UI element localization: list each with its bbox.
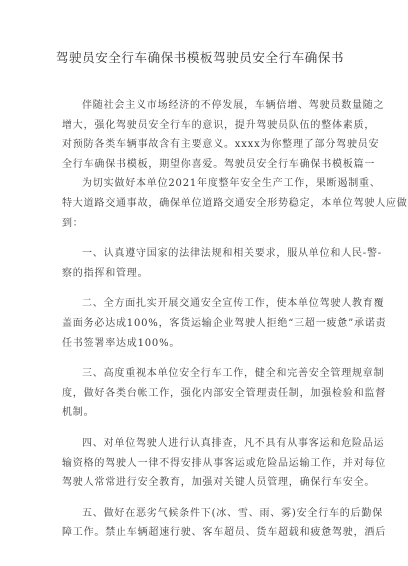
- paragraph-4: [62, 294, 387, 353]
- document-title: 驾驶员安全行车确保书模板驾驶员安全行车确保书: [55, 50, 345, 65]
- paragraph-line: 增大，强化驾驶员安全行车的意识，提升驾驶员队伍的整体素质，: [62, 119, 376, 131]
- paragraph-line: 度，做好各类台帐工作，强化内部安全管理责任制，加强检验和监督: [62, 387, 386, 399]
- paragraph-line: 全行车确保书模板，期望你喜爱。驾驶员安全行车确保书模板篇一: [62, 158, 376, 170]
- paragraph-line: 特大道路交通事故，确保单位道路交通安全形势稳定，本单位驾驶人应做: [62, 197, 408, 209]
- paragraph-line: 伴随社会主义市场经济的不停发展，车辆倍增、驾驶员数量随之: [82, 100, 385, 111]
- paragraph-line: 输资格的驾驶人一律不得安排从事客运或危险品运输工作，并对每位: [62, 457, 386, 469]
- paragraph-6: [62, 434, 386, 493]
- paragraph-line: 四、对单位驾驶人进行认真排查，凡不具有从事客运和危险品运: [82, 437, 385, 449]
- paragraph-line: 到：: [62, 217, 84, 229]
- paragraph-line: 五、做好在恶劣气候条件下(冰、雪、雨、雾)安全行车的后勤保: [82, 507, 384, 519]
- paragraph-line: 机制。: [62, 407, 95, 419]
- paragraph-line: 二、全方面扎实开展交通安全宣传工作，使本单位驾驶人教育覆: [82, 298, 385, 310]
- paragraph-line: 三、高度重视本单位安全行车工作，健全和完善安全管理规章制: [82, 368, 385, 380]
- paragraph-2: [62, 174, 408, 233]
- paragraph-line: 盖面务必达成100%，客货运输企业驾驶人拒绝“三超一疲惫”承诺责: [62, 317, 387, 329]
- paragraph-line: 察的指挥和管理。: [62, 267, 149, 279]
- paragraph-line: 障工作。禁止车辆超速行驶、客车超员、货车超载和疲惫驾驶，酒后: [62, 527, 386, 539]
- paragraph-7: [62, 504, 386, 543]
- paragraph-line: 对预防各类车辆事故含有主要意义。xxxx为你整理了部分驾驶员安: [62, 139, 380, 151]
- paragraph-1: [62, 96, 385, 174]
- paragraph-line: 一、认真遵守国家的法律法规和相关要求，服从单位和人民-警-: [82, 248, 382, 260]
- paragraph-line: 任书签署率达成100%。: [62, 337, 181, 349]
- paragraph-3: [62, 244, 382, 283]
- paragraph-line: 为切实做好本单位2021年度整年安全生产工作，果断遏制重、: [82, 178, 381, 190]
- paragraph-5: [62, 364, 386, 423]
- paragraph-line: 驾驶人常常进行安全教育，加强对关键人员管理，确保行车安全。: [62, 477, 376, 489]
- document-body: [62, 96, 408, 543]
